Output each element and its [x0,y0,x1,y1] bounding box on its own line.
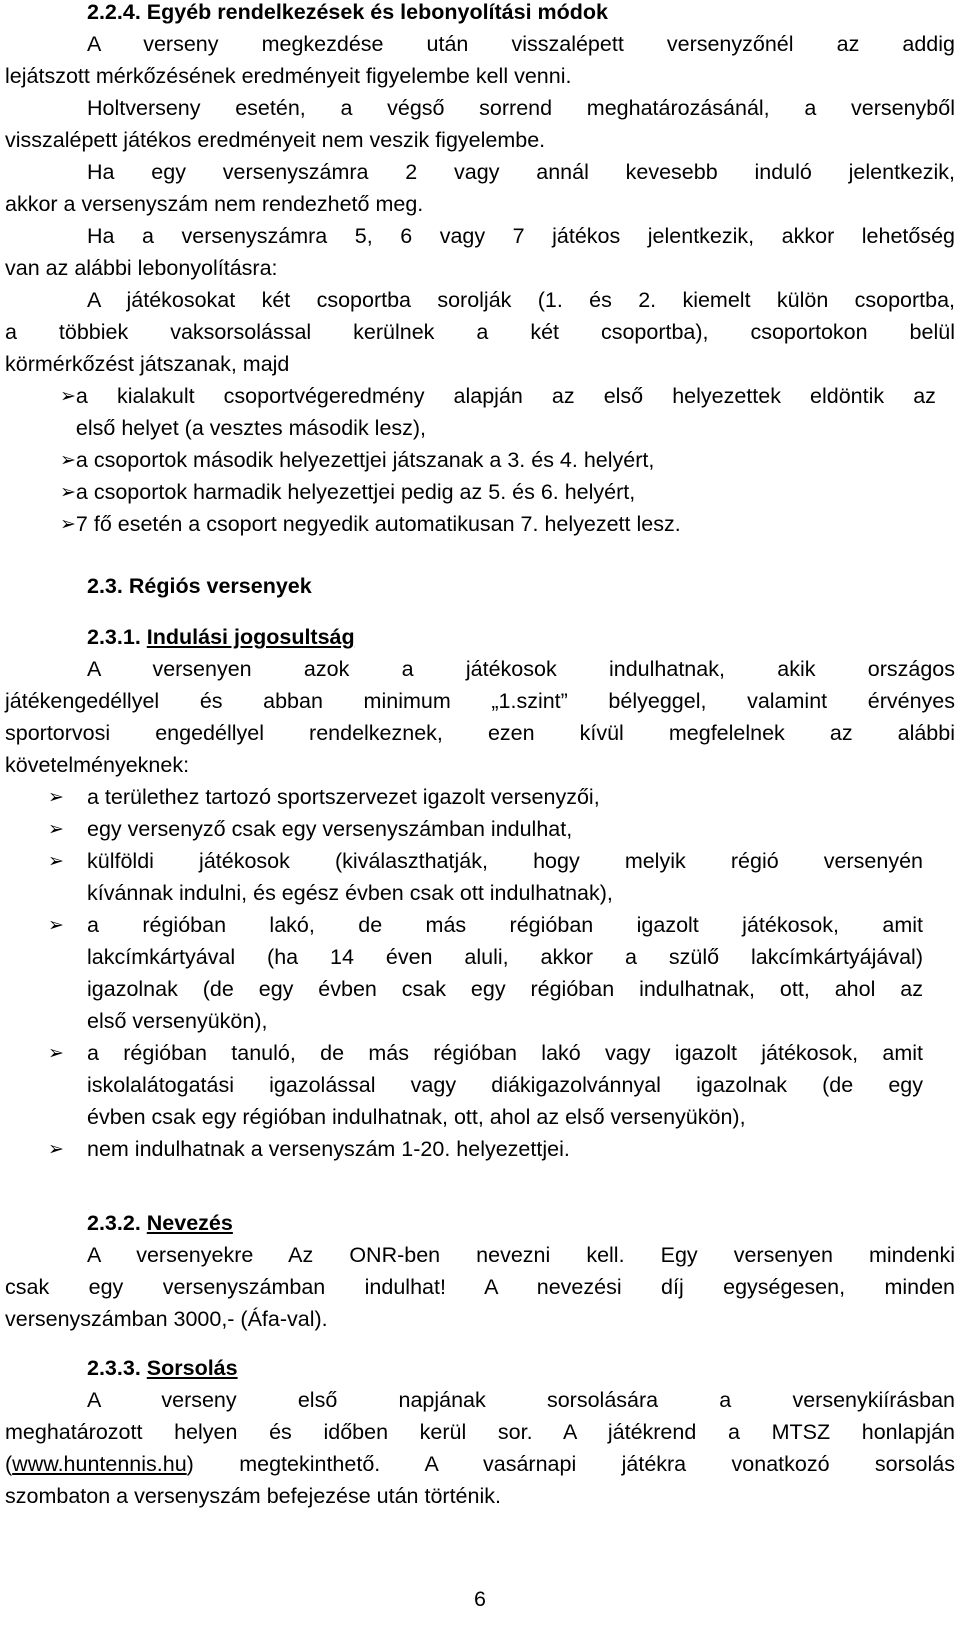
paragraph-line: sportorvosi engedéllyel rendelkeznek, ezen kívül megfelelnek az alábbi [5,721,955,745]
section-title: Régiós versenyek [128,574,312,598]
paragraph-line: csak egy versenyszámban indulhat! A nevezési díj egységesen, minden [5,1275,955,1299]
list-item [48,781,960,813]
paragraph-line: körmérkőzést játszanak, majd [5,352,290,376]
list-item-line: nem indulhatnak a versenyszám 1-20. helyezettjei. [87,1137,570,1161]
paren-open: ( [5,1452,13,1476]
list-item [60,444,960,476]
list-item [60,476,960,508]
section-number: 2.3. [87,574,123,598]
list-item-line: első versenyükön), [87,1009,268,1033]
list-item-line: a régióban tanuló, de más régióban lakó vagy igazolt játékosok, amit [87,1041,923,1065]
list-item [60,508,960,540]
section-2-2-4 [0,0,960,540]
list-item-line: igazolnak (de egy évben csak egy régióban indulhatnak, ott, ahol az [87,977,923,1001]
paragraph-line: lejátszott mérkőzésének eredményeit figyelembe kell venni. [5,64,572,88]
huntennis-link[interactable]: www.huntennis.hu [12,1452,187,1476]
arrow-bullet-icon: ➢ [48,850,64,872]
list-item-line: 7 fő esetén a csoport negyedik automatikusan 7. helyezett lesz. [75,512,681,536]
section-title: Nevezés [146,1211,233,1235]
arrow-bullet-icon: ➢ [48,1042,64,1064]
section-2-3-1 [0,621,960,1165]
paragraph-line [5,1448,955,1480]
arrow-bullet-icon: ➢ [48,1138,64,1160]
section-heading [0,1207,960,1239]
paragraph-line: játékengedéllyel és abban minimum „1.szint” bélyeggel, valamint érvényes [5,689,955,713]
paragraph-line-rest: ) megtekinthető. A vasárnapi játékra vonatkozó sorsolás [186,1452,955,1476]
arrow-bullet-icon: ➢ [60,481,76,503]
section-2-3 [0,570,960,602]
list-item [48,845,960,909]
arrow-bullet-icon: ➢ [48,818,64,840]
paragraph-line: A versenyekre Az ONR-ben nevezni kell. Egy versenyen mindenki [87,1243,955,1267]
paragraph-line: a többiek vaksorsolással kerülnek a két csoportba), csoportokon belül [5,320,955,344]
section-2-3-2 [0,1207,960,1335]
list-item [48,813,960,845]
section-heading [0,570,960,602]
list-item-line: egy versenyző csak egy versenyszámban indulhat, [87,817,573,841]
section-number: 2.3.2. [87,1211,141,1235]
paragraph-line: szombaton a versenyszám befejezése után történik. [5,1484,501,1508]
paragraph-line: akkor a versenyszám nem rendezhető meg. [5,192,424,216]
paragraph-line: követelményeknek: [5,753,190,777]
arrow-bullet-icon: ➢ [60,513,76,535]
list-item-line: évben csak egy régióban indulhatnak, ott, ahol az első versenyükön), [87,1105,746,1129]
section-number: 2.3.3. [87,1356,141,1380]
section-number: 2.2.4. [87,0,141,24]
arrow-bullet-icon: ➢ [60,449,76,471]
paragraph-line: A versenyen azok a játékosok indulhatnak, akik országos [87,657,955,681]
section-2-3-3 [0,1352,960,1512]
list-item-line: a csoportok harmadik helyezettjei pedig az 5. és 6. helyért, [75,480,636,504]
list-item-line: a kialakult csoportvégeredmény alapján az első helyezettek eldöntik az [75,384,936,408]
list-item [48,909,960,1037]
list-item-line: lakcímkártyával (ha 14 éven aluli, akkor a szülő lakcímkártyájával) [87,945,923,969]
paragraph-line: van az alábbi lebonyolításra: [5,256,278,280]
section-number: 2.3.1. [87,625,141,649]
section-title: Egyéb rendelkezések és lebonyolítási módok [146,0,609,24]
section-heading [0,0,955,28]
paragraph-line: visszalépett játékos eredményeit nem veszik figyelembe. [5,128,546,152]
list-item-line: a régióban lakó, de más régióban igazolt játékosok, amit [87,913,923,937]
paragraph-line: Ha a versenyszámra 5, 6 vagy 7 játékos jelentkezik, akkor lehetőség [87,224,955,248]
paragraph-line: Ha egy versenyszámra 2 vagy annál kevesebb induló jelentkezik, [87,160,955,184]
bullet-list [0,380,960,540]
paragraph-line: versenyszámban 3000,- (Áfa-val). [5,1307,328,1331]
section-heading [0,621,960,653]
paragraph-line: A verseny első napjának sorsolására a versenykiírásban [87,1388,955,1412]
list-item [60,380,960,444]
page-number: 6 [474,1587,486,1611]
bullet-list [0,781,960,1165]
section-heading [0,1352,960,1384]
paragraph-line: meghatározott helyen és időben kerül sor. A játékrend a MTSZ honlapján [5,1420,955,1444]
list-item-line: első helyet (a vesztes második lesz), [75,416,427,440]
list-item-line: a területhez tartozó sportszervezet igazolt versenyzői, [87,785,600,809]
arrow-bullet-icon: ➢ [48,786,64,808]
list-item-line: külföldi játékosok (kiválaszthatják, hogy melyik régió versenyén [87,849,923,873]
list-item-line: kívánnak indulni, és egész évben csak ott indulhatnak), [87,881,613,905]
list-item-line: iskolalátogatási igazolással vagy diákigazolvánnyal igazolnak (de egy [87,1073,923,1097]
section-title: Sorsolás [146,1356,238,1380]
paragraph-line: A verseny megkezdése után visszalépett versenyzőnél az addig [87,32,955,56]
arrow-bullet-icon: ➢ [48,914,64,936]
paragraph-line: Holtverseny esetén, a végső sorrend meghatározásánál, a versenyből [87,96,955,120]
section-title: Indulási jogosultság [146,625,355,649]
list-item [48,1133,960,1165]
paragraph-line: A játékosokat két csoportba sorolják (1. és 2. kiemelt külön csoportba, [87,288,955,312]
list-item [48,1037,960,1133]
arrow-bullet-icon: ➢ [60,385,76,407]
list-item-line: a csoportok második helyezettjei játszanak a 3. és 4. helyért, [75,448,655,472]
